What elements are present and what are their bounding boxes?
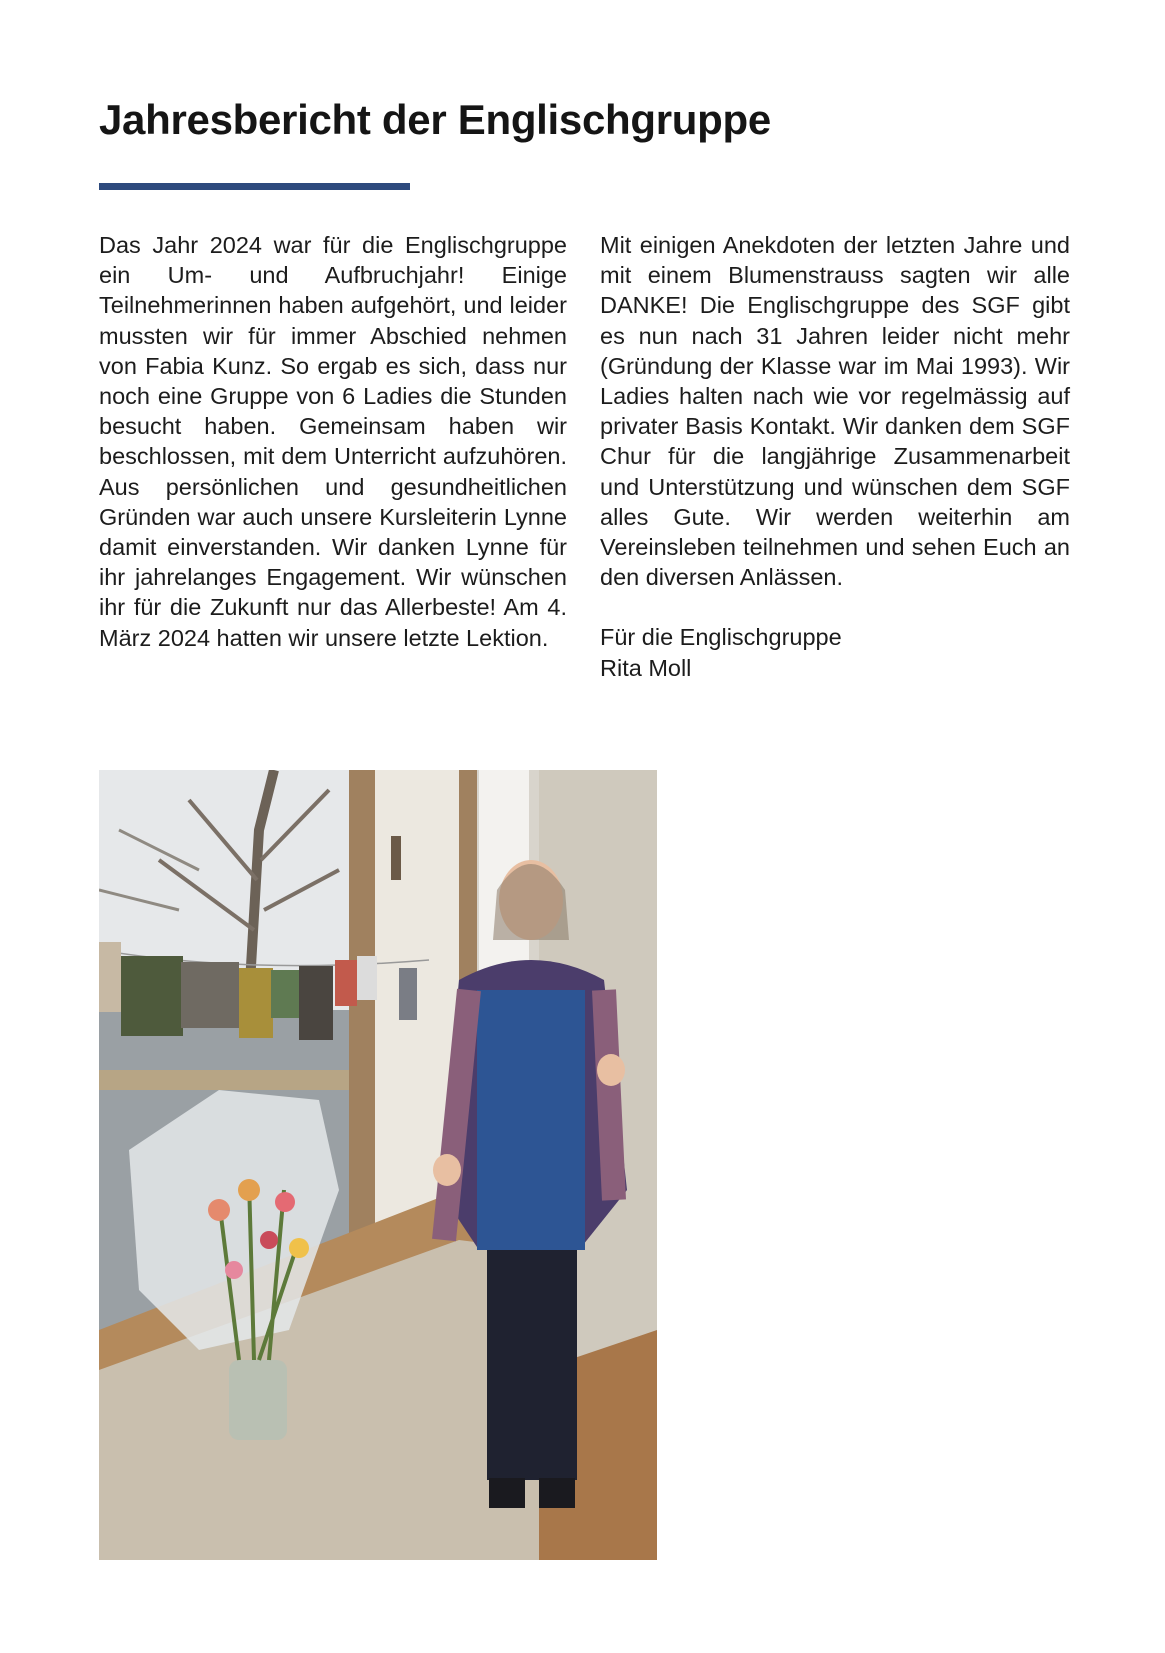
article-title: Jahresbericht der Englischgruppe: [99, 96, 771, 143]
right-column: [600, 230, 1070, 683]
title-underline: [99, 183, 410, 190]
right-column-text: Mit einigen Anekdoten der letzten Jahre und mit einem Blumenstrauss sagten wir alle DANKE! Die Englischgruppe des SGF gibt es nun nach 31 Jahren leider nicht mehr (Gründung der Klasse war im Mai 1993). Wir Ladies halten nach wie vor regelmässig auf privater Basis Kontakt. Wir danken dem SGF Chur für die langjährige Zusammenarbeit und Unterstützung und wünschen dem SGF alles Gute. Wir werden weiterhin am Vereinsleben teilnehmen und sehen Euch an den diversen Anlässen.: [600, 232, 1070, 591]
left-column: [99, 230, 567, 653]
photo-woman-with-flowers: [99, 770, 657, 1560]
left-column-text: Das Jahr 2024 war für die Englischgruppe ein Um- und Aufbruchjahr! Einige Teilnehmerinnen haben aufgehört, und leider mussten wir für immer Abschied nehmen von Fabia Kunz. So ergab es sich, dass nur noch eine Gruppe von 6 Ladies die Stunden besucht haben. Gemeinsam haben wir beschlossen, mit dem Unterricht aufzuhören. Aus persönlichen und gesundheitlichen Gründen war auch unsere Kursleiterin Lynne damit einverstanden. Wir danken Lynne für ihr jahrelanges Engagement. Wir wünschen ihr für die Zukunft nur das Allerbeste! Am 4. März 2024 hatten wir unsere letzte Lektion.: [99, 232, 567, 651]
signature: [600, 622, 1070, 682]
signature-group: Für die Englischgruppe: [600, 624, 842, 651]
signature-name: Rita Moll: [600, 654, 692, 681]
